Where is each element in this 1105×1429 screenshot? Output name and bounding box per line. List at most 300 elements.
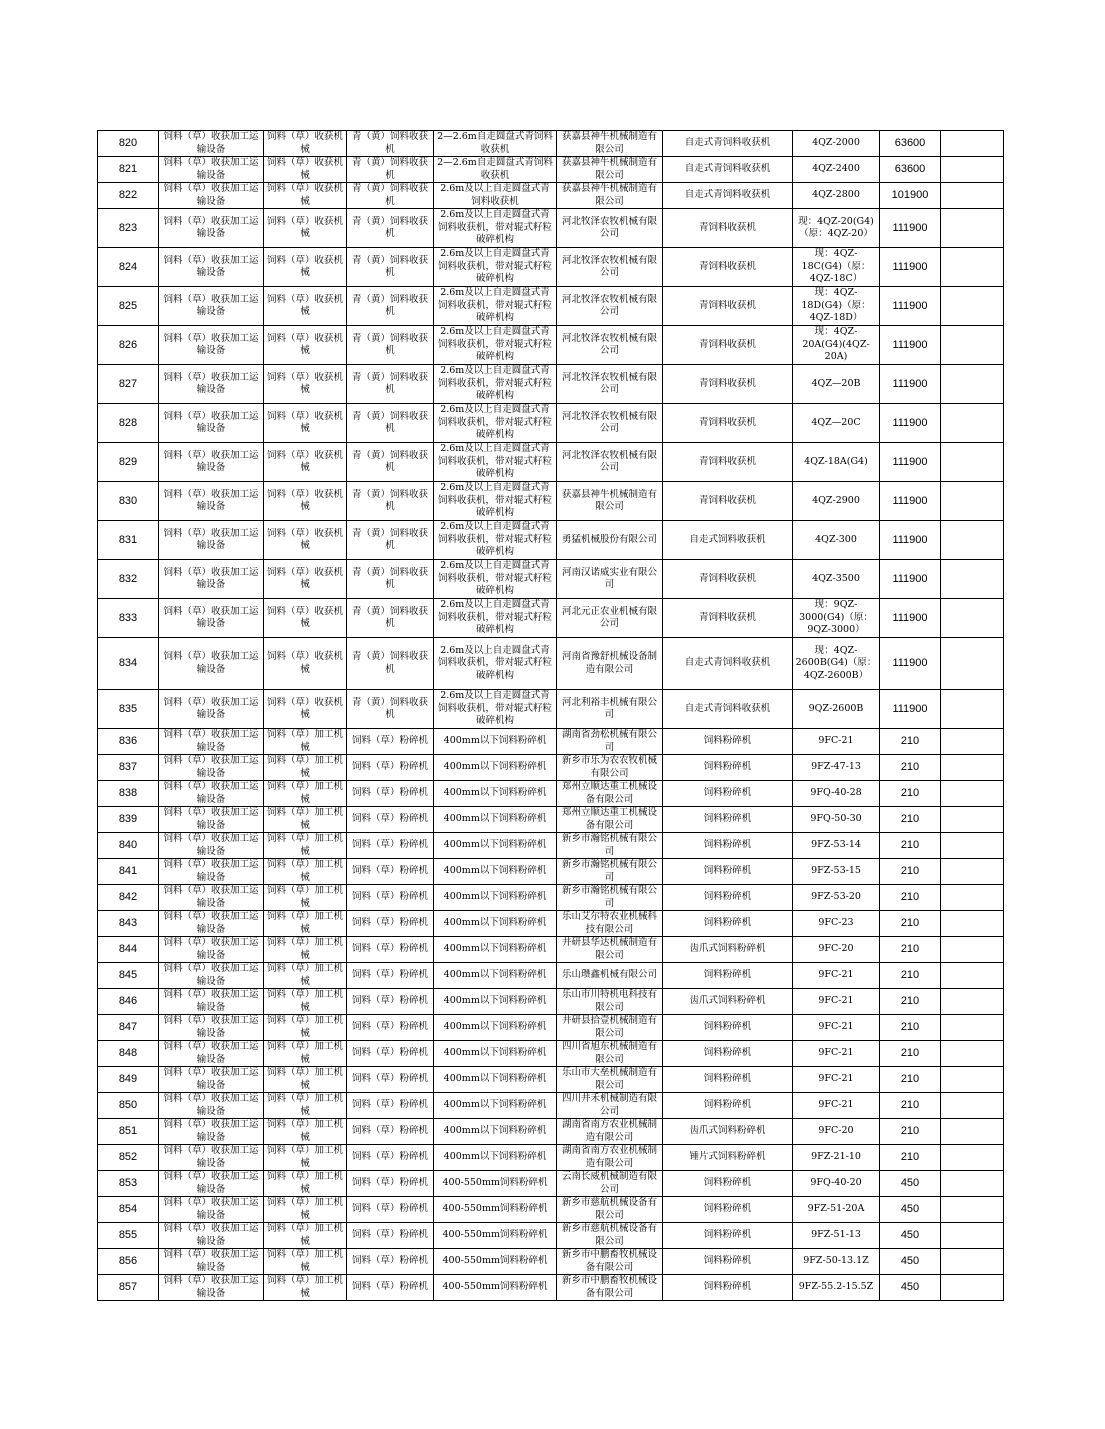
- spec-cell: [434, 1041, 557, 1067]
- manufacturer-cell: [557, 404, 663, 443]
- product-name-cell: [663, 1275, 793, 1301]
- model-cell-text: 9FQ-50-30: [810, 813, 862, 825]
- subcategory-cell-text: 饲料（草）收获机械: [266, 371, 343, 395]
- spec-cell: [434, 560, 557, 599]
- remark-cell: [941, 833, 1004, 859]
- spec-cell-text: 400-550mm饲料粉碎机: [442, 1177, 548, 1189]
- category-cell-text: 饲料（草）收获加工运输设备: [163, 937, 259, 961]
- manufacturer-cell: [557, 599, 663, 638]
- subcategory-cell-text: 饲料（草）加工机械: [266, 1119, 343, 1143]
- product-name-cell: [663, 885, 793, 911]
- model-cell: [793, 859, 880, 885]
- product-name-cell: [663, 833, 793, 859]
- manufacturer-cell: [557, 755, 663, 781]
- subcategory-cell-text: 饲料（草）加工机械: [266, 963, 343, 987]
- product-name-cell-text: 青饲料收获机: [698, 416, 756, 428]
- product-name-cell: [663, 183, 793, 209]
- manufacturer-cell-text: 河北牧泽农牧机械有限公司: [561, 332, 657, 356]
- item-cell: [347, 482, 434, 521]
- subcategory-cell: [264, 1041, 347, 1067]
- category-cell: [159, 729, 264, 755]
- row-number-text: 855: [118, 1229, 138, 1242]
- row-number: [98, 638, 159, 690]
- spec-cell-text: 400mm以下饲料粉碎机: [443, 1073, 547, 1085]
- product-name-cell-text: 青饲料收获机: [698, 611, 756, 623]
- spec-cell: [434, 755, 557, 781]
- product-name-cell-text: 青饲料收获机: [698, 455, 756, 467]
- item-cell-text: 青（黄）饲料收获机: [351, 488, 428, 512]
- price-cell-text: 210: [900, 917, 920, 930]
- model-cell-text: 9FZ-51-20A: [807, 1203, 865, 1215]
- price-cell-text: 111900: [892, 299, 928, 312]
- row-number-text: 821: [118, 163, 138, 176]
- product-name-cell: [663, 599, 793, 638]
- item-cell-text: 饲料（草）粉碎机: [351, 865, 428, 877]
- price-cell-text: 450: [900, 1255, 920, 1268]
- table-row: [98, 131, 1004, 157]
- price-cell-text: 210: [900, 839, 920, 852]
- product-name-cell-text: 饲料粉碎机: [703, 1021, 752, 1033]
- row-number-text: 839: [118, 813, 138, 826]
- spec-cell-text: 400mm以下饲料粉碎机: [443, 917, 547, 929]
- category-cell-text: 饲料（草）收获加工运输设备: [163, 1093, 259, 1117]
- category-cell: [159, 989, 264, 1015]
- remark-cell: [941, 1093, 1004, 1119]
- price-cell: [880, 963, 941, 989]
- manufacturer-cell: [557, 1197, 663, 1223]
- model-cell-text: 4QZ-2800: [812, 189, 860, 201]
- price-cell: [880, 248, 941, 287]
- subcategory-cell-text: 饲料（草）加工机械: [266, 911, 343, 935]
- price-cell: [880, 833, 941, 859]
- price-cell-text: 111900: [892, 260, 928, 273]
- remark-cell: [941, 1275, 1004, 1301]
- manufacturer-cell: [557, 209, 663, 248]
- table-row: [98, 183, 1004, 209]
- product-name-cell-text: 饲料粉碎机: [703, 735, 752, 747]
- subcategory-cell: [264, 638, 347, 690]
- subcategory-cell: [264, 1093, 347, 1119]
- price-cell-text: 210: [900, 1021, 920, 1034]
- subcategory-cell-text: 饲料（草）加工机械: [266, 1223, 343, 1247]
- category-cell: [159, 157, 264, 183]
- manufacturer-cell: [557, 1093, 663, 1119]
- subcategory-cell: [264, 482, 347, 521]
- item-cell-text: 饲料（草）粉碎机: [351, 787, 428, 799]
- table-row: [98, 599, 1004, 638]
- model-cell: [793, 885, 880, 911]
- item-cell: [347, 729, 434, 755]
- price-cell-text: 210: [900, 891, 920, 904]
- spec-cell: [434, 1275, 557, 1301]
- price-cell: [880, 690, 941, 729]
- price-cell-text: 450: [900, 1281, 920, 1294]
- table-row: [98, 859, 1004, 885]
- row-number-text: 840: [118, 839, 138, 852]
- product-name-cell: [663, 1249, 793, 1275]
- table-row: [98, 1197, 1004, 1223]
- subcategory-cell: [264, 807, 347, 833]
- manufacturer-cell-text: 获嘉县神牛机械制造有限公司: [561, 183, 657, 207]
- product-name-cell-text: 自走式青饲料收获机: [684, 657, 771, 669]
- manufacturer-cell: [557, 911, 663, 937]
- model-cell: [793, 1067, 880, 1093]
- product-name-cell: [663, 365, 793, 404]
- remark-cell: [941, 911, 1004, 937]
- spec-cell-text: 400mm以下饲料粉碎机: [443, 1125, 547, 1137]
- price-cell: [880, 1145, 941, 1171]
- spec-cell-text: 400mm以下饲料粉碎机: [443, 1151, 547, 1163]
- subcategory-cell-text: 饲料（草）加工机械: [266, 1067, 343, 1091]
- category-cell-text: 饲料（草）收获加工运输设备: [163, 527, 259, 551]
- product-name-cell: [663, 209, 793, 248]
- remark-cell: [941, 521, 1004, 560]
- item-cell-text: 青（黄）饲料收获机: [351, 566, 428, 590]
- table-row: [98, 365, 1004, 404]
- row-number-text: 823: [118, 221, 138, 234]
- category-cell-text: 饲料（草）收获加工运输设备: [163, 833, 259, 857]
- model-cell: [793, 937, 880, 963]
- model-cell: [793, 1093, 880, 1119]
- item-cell: [347, 1171, 434, 1197]
- row-number: [98, 1041, 159, 1067]
- product-name-cell: [663, 807, 793, 833]
- price-cell-text: 450: [900, 1203, 920, 1216]
- model-cell: [793, 248, 880, 287]
- category-cell: [159, 248, 264, 287]
- price-cell-text: 210: [900, 995, 920, 1008]
- model-cell-text: 9FC-21: [818, 1099, 854, 1111]
- row-number-text: 851: [118, 1125, 138, 1138]
- spec-cell-text: 2.6m及以上自走圆盘式青饲料收获机，带对辊式籽粒破碎机构: [437, 560, 552, 597]
- model-cell: [793, 963, 880, 989]
- manufacturer-cell-text: 乐山瓒鑫机械有限公司: [561, 969, 657, 981]
- row-number-text: 854: [118, 1203, 138, 1216]
- spec-cell: [434, 1119, 557, 1145]
- spec-cell: [434, 443, 557, 482]
- manufacturer-cell-text: 河北牧泽农牧机械有限公司: [561, 449, 657, 473]
- remark-cell: [941, 443, 1004, 482]
- table-row: [98, 248, 1004, 287]
- model-cell-text: 现：4QZ-18D(G4)（原：4QZ-18D）: [801, 287, 871, 324]
- manufacturer-cell: [557, 1223, 663, 1249]
- spec-cell-text: 400-550mm饲料粉碎机: [442, 1203, 548, 1215]
- spec-cell-text: 2.6m及以上自走圆盘式青饲料收获机: [440, 183, 550, 207]
- row-number: [98, 937, 159, 963]
- category-cell: [159, 1119, 264, 1145]
- subcategory-cell: [264, 781, 347, 807]
- manufacturer-cell: [557, 443, 663, 482]
- remark-cell: [941, 638, 1004, 690]
- manufacturer-cell: [557, 690, 663, 729]
- category-cell-text: 饲料（草）收获加工运输设备: [163, 1249, 259, 1273]
- spec-cell: [434, 521, 557, 560]
- category-cell: [159, 1171, 264, 1197]
- row-number: [98, 781, 159, 807]
- table-row: [98, 963, 1004, 989]
- subcategory-cell-text: 饲料（草）收获机械: [266, 410, 343, 434]
- subcategory-cell-text: 饲料（草）加工机械: [266, 1197, 343, 1221]
- table-row: [98, 807, 1004, 833]
- spec-cell: [434, 404, 557, 443]
- table-row: [98, 690, 1004, 729]
- subcategory-cell: [264, 1145, 347, 1171]
- row-number-text: 843: [118, 917, 138, 930]
- spec-cell-text: 2.6m及以上自走圆盘式青饲料收获机，带对辊式籽粒破碎机构: [437, 482, 552, 519]
- spec-cell: [434, 599, 557, 638]
- price-cell: [880, 1197, 941, 1223]
- manufacturer-cell-text: 井研县拾壹机械制造有限公司: [561, 1015, 657, 1039]
- model-cell: [793, 1171, 880, 1197]
- item-cell: [347, 807, 434, 833]
- price-cell: [880, 1249, 941, 1275]
- category-cell: [159, 1041, 264, 1067]
- category-cell-text: 饲料（草）收获加工运输设备: [163, 1275, 259, 1299]
- subcategory-cell: [264, 326, 347, 365]
- item-cell: [347, 1119, 434, 1145]
- price-cell: [880, 326, 941, 365]
- category-cell: [159, 1015, 264, 1041]
- price-cell-text: 450: [900, 1177, 920, 1190]
- price-cell: [880, 131, 941, 157]
- spec-cell-text: 2—2.6m自走圆盘式青饲料收获机: [437, 157, 553, 181]
- item-cell-text: 饲料（草）粉碎机: [351, 1125, 428, 1137]
- product-name-cell-text: 饲料粉碎机: [703, 917, 752, 929]
- price-cell: [880, 1275, 941, 1301]
- item-cell: [347, 1249, 434, 1275]
- subcategory-cell: [264, 690, 347, 729]
- remark-cell: [941, 1223, 1004, 1249]
- spec-cell: [434, 1197, 557, 1223]
- item-cell: [347, 755, 434, 781]
- manufacturer-cell-text: 河北牧泽农牧机械有限公司: [561, 215, 657, 239]
- remark-cell: [941, 1015, 1004, 1041]
- model-cell-text: 4QZ-300: [815, 533, 857, 545]
- manufacturer-cell: [557, 1145, 663, 1171]
- item-cell: [347, 989, 434, 1015]
- remark-cell: [941, 781, 1004, 807]
- item-cell: [347, 560, 434, 599]
- spec-cell: [434, 911, 557, 937]
- product-name-cell-text: 饲料粉碎机: [703, 1229, 752, 1241]
- price-cell: [880, 1067, 941, 1093]
- spec-cell-text: 400-550mm饲料粉碎机: [442, 1281, 548, 1293]
- remark-cell: [941, 365, 1004, 404]
- price-cell-text: 111900: [892, 657, 928, 670]
- model-cell-text: 9FZ-53-15: [811, 865, 861, 877]
- item-cell: [347, 209, 434, 248]
- category-cell: [159, 833, 264, 859]
- manufacturer-cell-text: 新乡市慈航机械设备有限公司: [561, 1197, 657, 1221]
- item-cell-text: 饲料（草）粉碎机: [351, 1099, 428, 1111]
- product-name-cell-text: 饲料粉碎机: [703, 1047, 752, 1059]
- price-cell-text: 210: [900, 787, 920, 800]
- category-cell: [159, 1249, 264, 1275]
- category-cell: [159, 404, 264, 443]
- spec-cell: [434, 807, 557, 833]
- model-cell: [793, 1197, 880, 1223]
- spec-cell-text: 2.6m及以上自走圆盘式青饲料收获机，带对辊式籽粒破碎机构: [437, 287, 552, 324]
- product-name-cell-text: 饲料粉碎机: [703, 761, 752, 773]
- category-cell: [159, 287, 264, 326]
- remark-cell: [941, 248, 1004, 287]
- row-number: [98, 807, 159, 833]
- price-cell-text: 111900: [892, 221, 928, 234]
- item-cell: [347, 443, 434, 482]
- price-cell: [880, 482, 941, 521]
- product-name-cell: [663, 404, 793, 443]
- item-cell-text: 饲料（草）粉碎机: [351, 917, 428, 929]
- spec-cell: [434, 729, 557, 755]
- manufacturer-cell-text: 郑州立顺达重工机械设备有限公司: [561, 807, 657, 831]
- row-number-text: 849: [118, 1073, 138, 1086]
- category-cell-text: 饲料（草）收获加工运输设备: [163, 781, 259, 805]
- row-number-text: 826: [118, 338, 138, 351]
- table-body: [98, 131, 1004, 1301]
- product-name-cell: [663, 859, 793, 885]
- product-name-cell-text: 饲料粉碎机: [703, 865, 752, 877]
- row-number-text: 847: [118, 1021, 138, 1034]
- model-cell: [793, 911, 880, 937]
- subcategory-cell: [264, 1171, 347, 1197]
- table-row: [98, 885, 1004, 911]
- subcategory-cell: [264, 859, 347, 885]
- product-name-cell: [663, 1197, 793, 1223]
- row-number-text: 857: [118, 1281, 138, 1294]
- price-cell-text: 111900: [892, 572, 928, 585]
- table-row: [98, 638, 1004, 690]
- subcategory-cell-text: 饲料（草）收获机械: [266, 566, 343, 590]
- price-cell: [880, 638, 941, 690]
- product-name-cell: [663, 781, 793, 807]
- category-cell-text: 饲料（草）收获加工运输设备: [163, 1145, 259, 1169]
- product-name-cell: [663, 443, 793, 482]
- item-cell: [347, 1041, 434, 1067]
- subcategory-cell-text: 饲料（草）收获机械: [266, 293, 343, 317]
- manufacturer-cell-text: 云南长威机械制造有限公司: [561, 1171, 657, 1195]
- spec-cell-text: 2.6m及以上自走圆盘式青饲料收获机，带对辊式籽粒破碎机构: [437, 404, 552, 441]
- price-cell: [880, 1015, 941, 1041]
- category-cell-text: 饲料（草）收获加工运输设备: [163, 371, 259, 395]
- item-cell-text: 饲料（草）粉碎机: [351, 839, 428, 851]
- remark-cell: [941, 807, 1004, 833]
- item-cell-text: 饲料（草）粉碎机: [351, 1021, 428, 1033]
- manufacturer-cell: [557, 937, 663, 963]
- model-cell: [793, 521, 880, 560]
- category-cell: [159, 365, 264, 404]
- price-cell-text: 210: [900, 761, 920, 774]
- table-row: [98, 755, 1004, 781]
- spec-cell-text: 2.6m及以上自走圆盘式青饲料收获机，带对辊式籽粒破碎机构: [437, 599, 552, 636]
- item-cell-text: 青（黄）饲料收获机: [351, 371, 428, 395]
- subcategory-cell: [264, 729, 347, 755]
- subcategory-cell-text: 饲料（草）收获机械: [266, 215, 343, 239]
- price-cell: [880, 287, 941, 326]
- category-cell-text: 饲料（草）收获加工运输设备: [163, 911, 259, 935]
- row-number-text: 825: [118, 299, 138, 312]
- manufacturer-cell: [557, 326, 663, 365]
- category-cell-text: 饲料（草）收获加工运输设备: [163, 410, 259, 434]
- spec-cell: [434, 690, 557, 729]
- manufacturer-cell-text: 郑州立顺达重工机械设备有限公司: [561, 781, 657, 805]
- item-cell: [347, 521, 434, 560]
- row-number: [98, 599, 159, 638]
- product-name-cell: [663, 690, 793, 729]
- item-cell: [347, 690, 434, 729]
- model-cell: [793, 157, 880, 183]
- product-name-cell-text: 饲料粉碎机: [703, 1177, 752, 1189]
- product-name-cell-text: 锤片式饲料粉碎机: [689, 1151, 766, 1163]
- model-cell: [793, 1041, 880, 1067]
- price-cell-text: 111900: [892, 455, 928, 468]
- price-cell-text: 63600: [894, 163, 926, 176]
- spec-cell: [434, 638, 557, 690]
- item-cell: [347, 833, 434, 859]
- product-name-cell: [663, 326, 793, 365]
- category-cell: [159, 781, 264, 807]
- spec-cell-text: 400mm以下饲料粉碎机: [443, 865, 547, 877]
- subcategory-cell: [264, 1015, 347, 1041]
- category-cell-text: 饲料（草）收获加工运输设备: [163, 885, 259, 909]
- manufacturer-cell: [557, 781, 663, 807]
- spec-cell: [434, 1093, 557, 1119]
- spec-cell-text: 2—2.6m自走圆盘式青饲料收获机: [437, 131, 553, 155]
- table-row: [98, 729, 1004, 755]
- spec-cell: [434, 1223, 557, 1249]
- manufacturer-cell: [557, 482, 663, 521]
- manufacturer-cell-text: 新乡市瀚铭机械有限公司: [561, 859, 657, 883]
- price-cell-text: 101900: [891, 189, 929, 202]
- manufacturer-cell-text: 河南省豫舒机械设备制造有限公司: [561, 651, 657, 675]
- manufacturer-cell-text: 河北利裕丰机械有限公司: [561, 696, 657, 720]
- manufacturer-cell-text: 河北元正农业机械有限公司: [561, 605, 657, 629]
- manufacturer-cell: [557, 638, 663, 690]
- subcategory-cell-text: 饲料（草）加工机械: [266, 1145, 343, 1169]
- item-cell: [347, 859, 434, 885]
- model-cell: [793, 326, 880, 365]
- model-cell: [793, 599, 880, 638]
- subcategory-cell-text: 饲料（草）加工机械: [266, 989, 343, 1013]
- price-cell: [880, 599, 941, 638]
- category-cell: [159, 963, 264, 989]
- table-row: [98, 1119, 1004, 1145]
- model-cell: [793, 443, 880, 482]
- row-number: [98, 729, 159, 755]
- subcategory-cell-text: 饲料（草）收获机械: [266, 488, 343, 512]
- spec-cell-text: 400mm以下饲料粉碎机: [443, 1099, 547, 1111]
- product-name-cell: [663, 157, 793, 183]
- item-cell: [347, 1067, 434, 1093]
- category-cell-text: 饲料（草）收获加工运输设备: [163, 215, 259, 239]
- model-cell: [793, 131, 880, 157]
- item-cell: [347, 599, 434, 638]
- table-row: [98, 781, 1004, 807]
- row-number: [98, 183, 159, 209]
- product-name-cell-text: 饲料粉碎机: [703, 969, 752, 981]
- remark-cell: [941, 326, 1004, 365]
- subcategory-cell: [264, 560, 347, 599]
- category-cell: [159, 690, 264, 729]
- row-number-text: 822: [118, 189, 138, 202]
- category-cell-text: 饲料（草）收获加工运输设备: [163, 651, 259, 675]
- category-cell: [159, 482, 264, 521]
- subcategory-cell: [264, 1275, 347, 1301]
- table-row: [98, 1249, 1004, 1275]
- model-cell: [793, 209, 880, 248]
- table-row: [98, 1145, 1004, 1171]
- category-cell-text: 饲料（草）收获加工运输设备: [163, 696, 259, 720]
- category-cell: [159, 443, 264, 482]
